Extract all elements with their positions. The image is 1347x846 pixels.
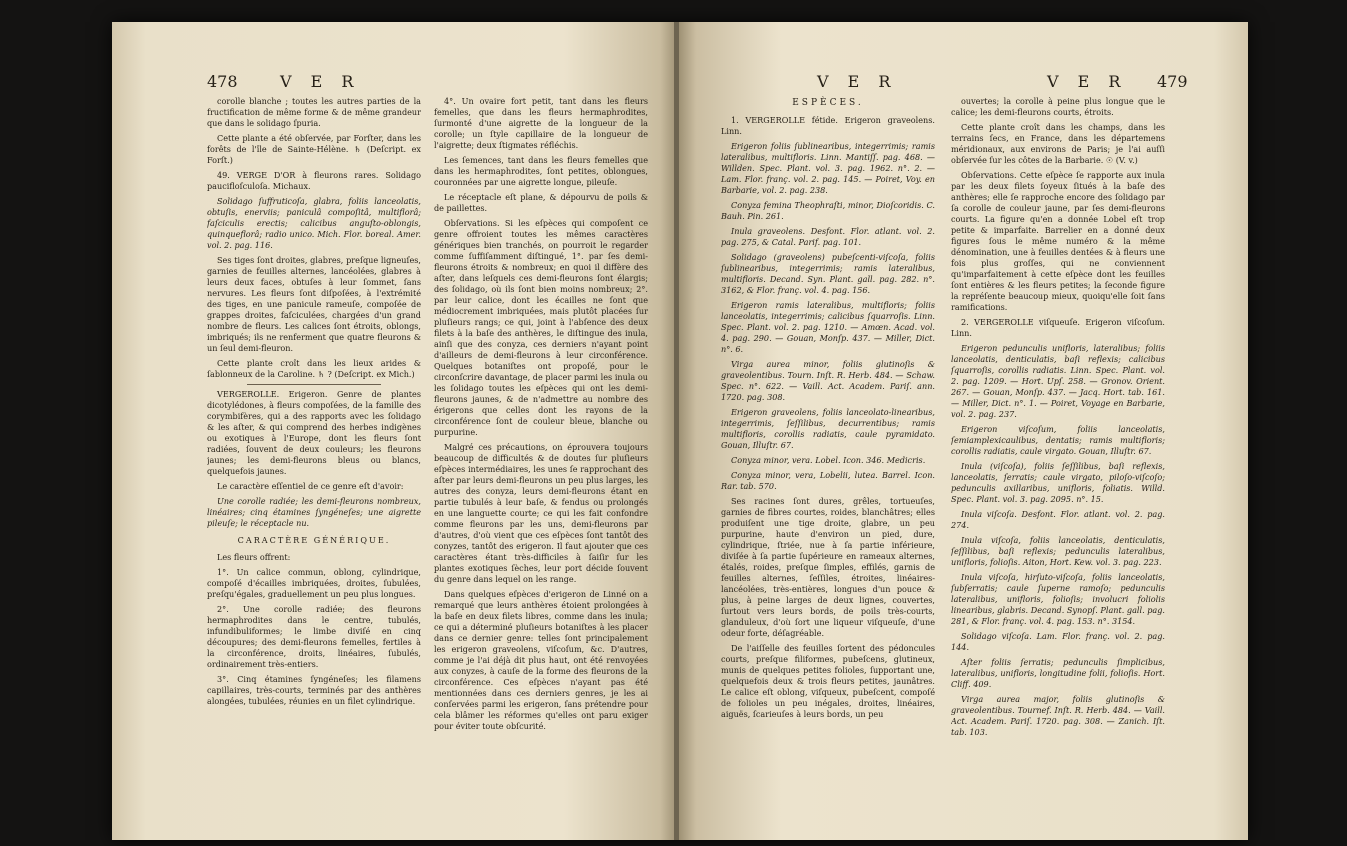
synonym: Inula (viſcoſa), foliis ſeſſilibus, baſi reflexis, lanceolatis, ſerratis; caule virgato, piloſo-viſcoſo; pedunculis axillaribus, unifloris, foliatis. Willd. Spec. Plant. vol. 3. pag. 2095. n°. 15. bbox=[951, 461, 1165, 504]
synonym: Inula viſcoſa, foliis lanceolatis, denticulatis, ſeſſilibus, baſi reflexis; pedunculis lateralibus, unifloris, folioſis. Aiton, Hort. Kew. vol. 3. pag. 223. bbox=[951, 535, 1165, 567]
synonym: Virga aurea minor, foliis glutinoſis & graveolentibus. Tourn. Inſt. R. Herb. 484. — Schaw. Spec. n°. 622. — Vaill. Act. Academ. Pariſ. ann. 1720. pag. 308. bbox=[721, 359, 935, 402]
synonym: Conyza femina Theophraſti, minor, Dioſcoridis. C. Bauh. Pin. 261. bbox=[721, 200, 935, 221]
synonym: Inula graveolens. Desfont. Flor. atlant. vol. 2. pag. 275, & Catal. Parif. pag. 101. bbox=[721, 226, 935, 247]
synonym: Erigeron foliis ſublinearibus, integerrimis; ramis lateralibus, multifloris. Linn. Mantiſſ. pag. 468. — Willden. Spec. Plant. vol. 3. pag. 1962. n°. 2. — Lam. Flor. franç. vol. 2. pag. 145. — Poiret, Voy. en Barbarie, vol. 2. pag. 238. bbox=[721, 141, 935, 195]
paragraph: 3°. Cinq étamines ſyngéneſes; les filamens capillaires, très-courts, terminés par des anthères alongées, tubulées, réunies en un filet cylindrique. bbox=[207, 674, 421, 706]
section-heading: CARACTÈRE GÉNÉRIQUE. bbox=[237, 535, 391, 545]
paragraph: Cette plante a été obſervée, par Forſter, dans les forêts de l'île de Sainte-Hélène. ♄ (Deſcript. ex Forſt.) bbox=[207, 133, 421, 165]
paragraph: 1°. Un calice commun, oblong, cylindrique, compoſé d'écailles imbriquées, droites, ſubulées, preſqu'égales, graduellement un peu plus longues. bbox=[207, 567, 421, 599]
paragraph: Le caractère eſſentiel de ce genre eſt d'avoir: bbox=[217, 481, 404, 491]
paragraph: Obſervations. Cette eſpèce ſe rapporte aux inula par les deux filets ſoyeux ſitués à la baſe des anthères; elle ſe rapproche encore des ſolidago par ſa corolle de couleur jaune, par ſes demi-fleurons courts. La figure qu'en a donnée Lobel eſt trop petite & imparfaite. Barrelier en a donné deux figures ſous le même numéro & la même dénomination, une à feuilles dentées & à fleurs une fois plus groſſes, qui ne conviennent qu'imparfaitement à cette eſpèce dont les feuilles ſont entières & les fleurs petites; la ſeconde figure la repréſente beaucoup mieux, quoiqu'elle ſoit ſans ramifications. bbox=[951, 170, 1165, 312]
paragraph: Ses racines ſont dures, grêles, tortueuſes, garnies de fibres courtes, roides, blanchâtres; elles produiſent une tige droite, glabre, un peu purpurine, haute d'environ un pied, dure, cylindrique, ſtriée, nue à ſa partie inférieure, diviſée à ſa partie ſupérieure en rameaux alternes, étalés, roides, preſque ſimples, effilés, garnis de feuilles alternes, ſeſſiles, étroites, linéaires-lancéolées, très-entières, longues d'un pouce & plus, à peine larges de deux lignes, couvertes, ſurtout vers leurs bords, de poils très-courts, glanduleux, d'où ſort une liqueur viſqueuſe, d'une odeur forte, déſagréable. bbox=[721, 496, 935, 638]
book-spread bbox=[112, 22, 1248, 840]
running-head: V E R bbox=[817, 72, 898, 91]
page-number: 479 bbox=[1157, 72, 1188, 91]
section-heading: ESPÈCES. bbox=[792, 98, 864, 108]
paragraph: Dans quelques eſpèces d'erigeron de Linné on a remarqué que leurs anthères étoient prolongées à la baſe en deux filets libres, comme dans les inula; ce qui a déterminé pluſieurs botaniſtes à les placer dans ce dernier genre: telles ſont principalement les erigeron graveolens, viſcoſum, &c. D'autres, comme je l'ai déjà dit plus haut, ont été renvoyées aux conyzes, à cauſe de la forme des fleurons de la circonférence. Ces eſpèces n'ayant pas été mentionnées dans ces derniers genres, je les ai conſervées parmi les erigeron, ſans prétendre pour cela blâmer les réformes qu'elles ont paru exiger pour éviter toute obſcurité. bbox=[434, 589, 648, 731]
synonym: Erigeron viſcoſum, foliis lanceolatis, ſemiamplexicaulibus, dentatis; ramis multifloris; corollis radiatis, caule virgato. Gouan, Illuſtr. 67. bbox=[951, 424, 1165, 456]
page-number: 478 bbox=[207, 72, 238, 91]
paragraph: Solidago ſuffruticoſa, glabra, foliis lanceolatis, obtuſis, enerviis; paniculâ compoſitâ, multiflorâ; faſciculis erectis; calicibus anguſto-oblongis, quinqueflorâ; radio unico. Mich. Flor. boreal. Amer. vol. 2. pag. 116. bbox=[207, 196, 421, 250]
synonym: Erigeron graveolens, foliis lanceolato-linearibus, integerrimis, ſeſſilibus, decurrentibus; ramis multifloris, corollis radiatis, caule pyramidato. Gouan, Illuſtr. 67. bbox=[721, 407, 935, 450]
synonym: Solidago (graveolens) pubeſcenti-viſcoſa, foliis ſublinearibus, integerrimis; ramis lateralibus, multifloris. Decand. Syn. Plant. gall. pag. 282. n°. 3162, & Flor. franç. vol. 4. pag. 156. bbox=[721, 252, 935, 295]
synonym: Aſter foliis ſerratis; pedunculis ſimplicibus, lateralibus, unifloris, longitudine folii, folioſis. Hort. Cliff. 409. bbox=[951, 657, 1165, 689]
synonym: Inula viſcoſa. Desfont. Flor. atlant. vol. 2. pag. 274. bbox=[951, 509, 1165, 530]
right-page bbox=[679, 22, 1248, 840]
text-column-1 bbox=[721, 96, 935, 816]
synonym: Conyza minor, vera. Lobel. Icon. 346. Medicris. bbox=[731, 455, 926, 465]
synonym: Virga aurea major, foliis glutinoſis & graveolentibus. Tournef. Inſt. R. Herb. 484. — Vaill. Act. Academ. Pariſ. 1720. pag. 308. — Zanich. Iſt. tab. 103. bbox=[951, 694, 1165, 737]
paragraph: ouvertes; la corolle à peine plus longue que le calice; les demi-fleurons courts, étroits. bbox=[951, 96, 1165, 117]
synonym: Erigeron pedunculis unifloris, lateralibus; foliis lanceolatis, denticulatis, baſi reflexis; calicibus ſquarroſis, corollis radiatis. Linn. Spec. Plant. vol. 2. pag. 1209. — Hort. Upſ. 258. — Gronov. Orient. 267. — Gouan, Monſp. 437. — Jacq. Hort. tab. 161. — Miller, Dict. n°. 1. — Poiret, Voyage en Barbarie, vol. 2. pag. 237. bbox=[951, 343, 1165, 419]
synonym: Solidago viſcoſa. Lam. Flor. franç. vol. 2. pag. 144. bbox=[951, 631, 1165, 652]
paragraph: Une corolle radiée; les demi-fleurons nombreux, linéaires; cinq étamines ſyngéneſes; une aigrette pileuſe; le réceptacle nu. bbox=[207, 496, 421, 528]
paragraph: Les ſemences, tant dans les fleurs femelles que dans les hermaphrodites, ſont petites, oblongues, couronnées par une aigrette longue, pileuſe. bbox=[434, 155, 648, 187]
synonym: Erigeron ramis lateralibus, multifloris; foliis lanceolatis, integerrimis; calicibus ſquarroſis. Linn. Spec. Plant. vol. 2. pag. 1210. — Amœn. Acad. vol. 4. pag. 290. — Gouan, Monſp. 437. — Miller, Dict. n°. 6. bbox=[721, 300, 935, 354]
species-entry: 2. VERGEROLLE viſqueuſe. Erigeron viſcoſum. Linn. bbox=[951, 317, 1165, 338]
paragraph: De l'aiſſelle des feuilles ſortent des pédoncules courts, preſque filiformes, pubeſcens, glutineux, munis de quelques petites folioles, ſupportant une, quelquefois deux & trois fleurs petites, jaunâtres. Le calice eſt oblong, viſqueux, pubeſcent, compoſé de folioles un peu inégales, droites, linéaires, aiguës, ſcarieuſes à leurs bords, un peu bbox=[721, 643, 935, 719]
left-page bbox=[112, 22, 677, 840]
paragraph: Ses tiges ſont droites, glabres, preſque ligneuſes, garnies de feuilles alternes, lancéolées, glabres à leurs deux faces, obtuſes à leur ſommet, ſans nervures. Les fleurs ſont diſpoſées, à l'extrémité des tiges, en une panicule rameuſe, compoſée de grappes droites, faſciculées, chargées d'un grand nombre de fleurs. Les calices ſont étroits, oblongs, imbriqués; ils ne renferment que quatre fleurons & un ſeul demi-fleuron. bbox=[207, 255, 421, 353]
running-head: V E R bbox=[280, 72, 361, 91]
paragraph: Cette plante croît dans les lieux arides & ſablonneux de la Caroline. ♄ ? (Deſcript. ex Mich.) bbox=[207, 358, 421, 379]
text-column-2 bbox=[951, 96, 1165, 816]
paragraph: Cette plante croît dans les champs, dans les terrains ſecs, en France, dans les départemens méridionaux, aux environs de Paris; je l'ai auſſi obſervée ſur les côtes de la Barbarie. ☉ (V. v.) bbox=[951, 122, 1165, 165]
paragraph: corolle blanche ; toutes les autres parties de la fructification de même forme & de même grandeur que dans le solidago ſpuria. bbox=[207, 96, 421, 128]
paragraph: Obſervations. Si les eſpèces qui compoſent ce genre offroient toutes les mêmes caractères génériques bien tranchés, on pourroit le regarder comme ſuffiſamment diſtingué, 1°. par ſes demi-fleurons étroits & nombreux; en quoi il diffère des aſter, dans leſquels ces demi-fleurons ſont élargis; des ſolidago, où ils ſont bien moins nombreux; 2°. par leur calice, dont les écailles ne ſont que médiocrement imbriquées, mais plutôt placées ſur pluſieurs rangs; ce qui, joint à l'abſence des deux filets à la baſe des anthères, le diſtingue des inula, ainſi que des conyza, ces derniers n'ayant point d'ailleurs de demi-fleurons à leur circonférence. Quelques botaniſtes ont propoſé, pour le circonſcrire davantage, de placer parmi les inula ou les ſolidago toutes les eſpèces qui ont les demi-fleurons jaunes, & de n'admettre au nombre des érigerons que celles dont les rayons de la circonférence ſont de couleur bleue, blanche ou purpurine. bbox=[434, 218, 648, 437]
paragraph: 49. VERGE D'OR à fleurons rares. Solidago paucifloſculoſa. Michaux. bbox=[207, 170, 421, 191]
text-column-2 bbox=[434, 96, 648, 816]
paragraph: Malgré ces précautions, on éprouvera toujours beaucoup de difficultés & de doutes ſur pluſieurs eſpèces intermédiaires, les unes ſe rapprochant des aſter par leurs demi-fleurons un peu plus larges, les autres des conyza, leurs demi-fleurons étant en partie tubulés à leur baſe, & fendus ou prolongés en une languette courte; ce qui les fait confondre comme fleurons par les uns, demi-fleurons par d'autres, d'où vient que ces eſpèces ſont tantôt des conyzes, tantôt des erigeron. Il faut ajouter que ces caractères étant très-difficiles à ſaiſir ſur les plantes exotiques ſèches, leur port décide ſouvent du genre dans lequel on les range. bbox=[434, 442, 648, 584]
text-column-1 bbox=[207, 96, 421, 816]
genus-entry: VERGEROLLE. Erigeron. Genre de plantes dicotylédones, à fleurs compoſées, de la famille des corymbifères, qui a des rapports avec les ſolidago & les aſter, & qui comprend des herbes indigènes ou exotiques à l'Europe, dont les fleurs ſont radiées, ſouvent de deux couleurs; les fleurons jaunes; les demi-fleurons bleus ou blancs, quelquefois jaunes. bbox=[207, 389, 421, 476]
paragraph: 4°. Un ovaire fort petit, tant dans les fleurs femelles, que dans les fleurs hermaphrodites, ſurmonté d'une aigrette de la longueur de la corolle; un ſtyle capillaire de la longueur de l'aigrette; deux ſtigmates réfléchis. bbox=[434, 96, 648, 150]
species-entry: 1. VERGEROLLE fétide. Erigeron graveolens. Linn. bbox=[721, 115, 935, 136]
synonym: Conyza minor, vera, Lobelii, lutea. Barrel. Icon. Rar. tab. 570. bbox=[721, 470, 935, 491]
divider bbox=[247, 384, 381, 385]
paragraph: Le réceptacle eſt plane, & dépourvu de poils & de paillettes. bbox=[434, 192, 648, 213]
synonym: Inula viſcoſa, hirſuto-viſcoſa, foliis lanceolatis, ſubſerratis; caule ſuperne ramoſo; pedunculis lateralibus, unifloris, folioſis; involucri foliolis linearibus, glabris. Decand. Synopſ. Plant. gall. pag. 281, & Flor. franç. vol. 4. pag. 153. n°. 3154. bbox=[951, 572, 1165, 626]
paragraph: Les fleurs offrent: bbox=[217, 552, 291, 562]
running-head: V E R bbox=[1047, 72, 1128, 91]
paragraph: 2°. Une corolle radiée; des fleurons hermaphrodites dans le centre, tubulés, infundibuliformes; le limbe diviſé en cinq découpures; des demi-fleurons femelles, fertiles à la circonférence, droits, linéaires, ſubulés, ordinairement très-entiers. bbox=[207, 604, 421, 669]
